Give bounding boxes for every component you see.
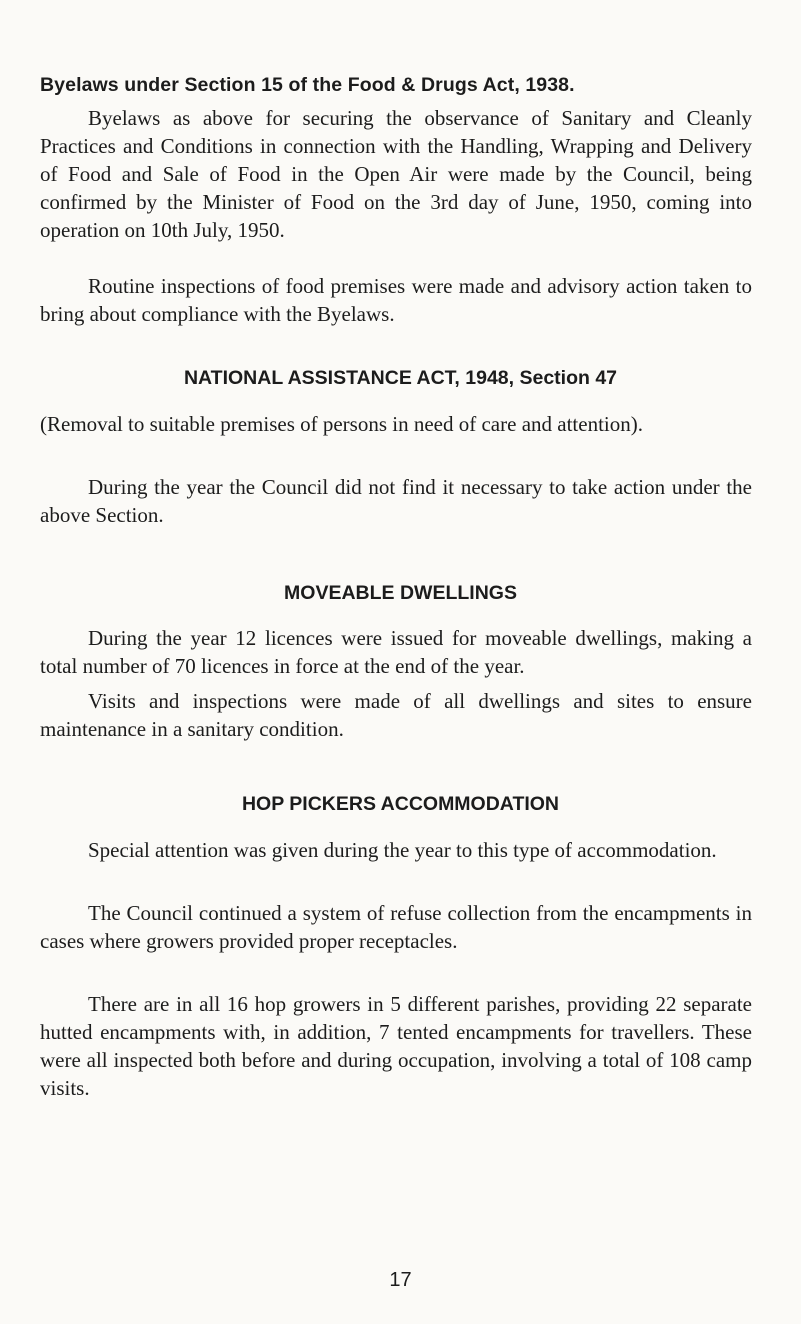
hop-pickers-paragraph-3: There are in all 16 hop growers in 5 different parishes, providing 22 separate hutted encampments with, in addition, 7 tented encampments for travellers. These were all inspected both before and during occupation, involving a total of 108 camp visits.	[40, 992, 752, 1100]
hop-pickers-paragraph-2: The Council continued a system of refuse collection from the encampments in cases where growers provided proper receptacles.	[40, 901, 752, 953]
hop-pickers-paragraph-1: Special attention was given during the year to this type of accommodation.	[88, 838, 717, 862]
moveable-dwellings-paragraph-1: During the year 12 licences were issued for moveable dwellings, making a total number of 70 licences in force at the end of the year.	[40, 626, 752, 678]
hop-pickers-heading: HOP PICKERS ACCOMMODATION	[241, 793, 560, 815]
national-assistance-heading: NATIONAL ASSISTANCE ACT, 1948, Section 47	[183, 367, 618, 389]
byelaws-paragraph-2: Routine inspections of food premises were made and advisory action taken to bring about compliance with the Byelaws.	[40, 274, 752, 326]
byelaws-heading: Byelaws under Section 15 of the Food & Drugs Act, 1938.	[40, 74, 575, 96]
national-assistance-paragraph-1: (Removal to suitable premises of persons in need of care and attention).	[40, 412, 643, 436]
moveable-dwellings-paragraph-2: Visits and inspections were made of all dwellings and sites to ensure maintenance in a sanitary condition.	[40, 689, 752, 741]
moveable-dwellings-heading: MOVEABLE DWELLINGS	[284, 582, 517, 604]
page-number: 17	[389, 1269, 412, 1291]
byelaws-paragraph-1: Byelaws as above for securing the observance of Sanitary and Cleanly Practices and Conditions in connection with the Handling, Wrapping and Delivery of Food and Sale of Food in the Open Air were made by the Council, being confirmed by the Minister of Food on the 3rd day of June, 1950, coming into operation on 10th July, 1950.	[40, 106, 752, 242]
national-assistance-paragraph-2: During the year the Council did not find it necessary to take action under the above Section.	[40, 475, 752, 527]
